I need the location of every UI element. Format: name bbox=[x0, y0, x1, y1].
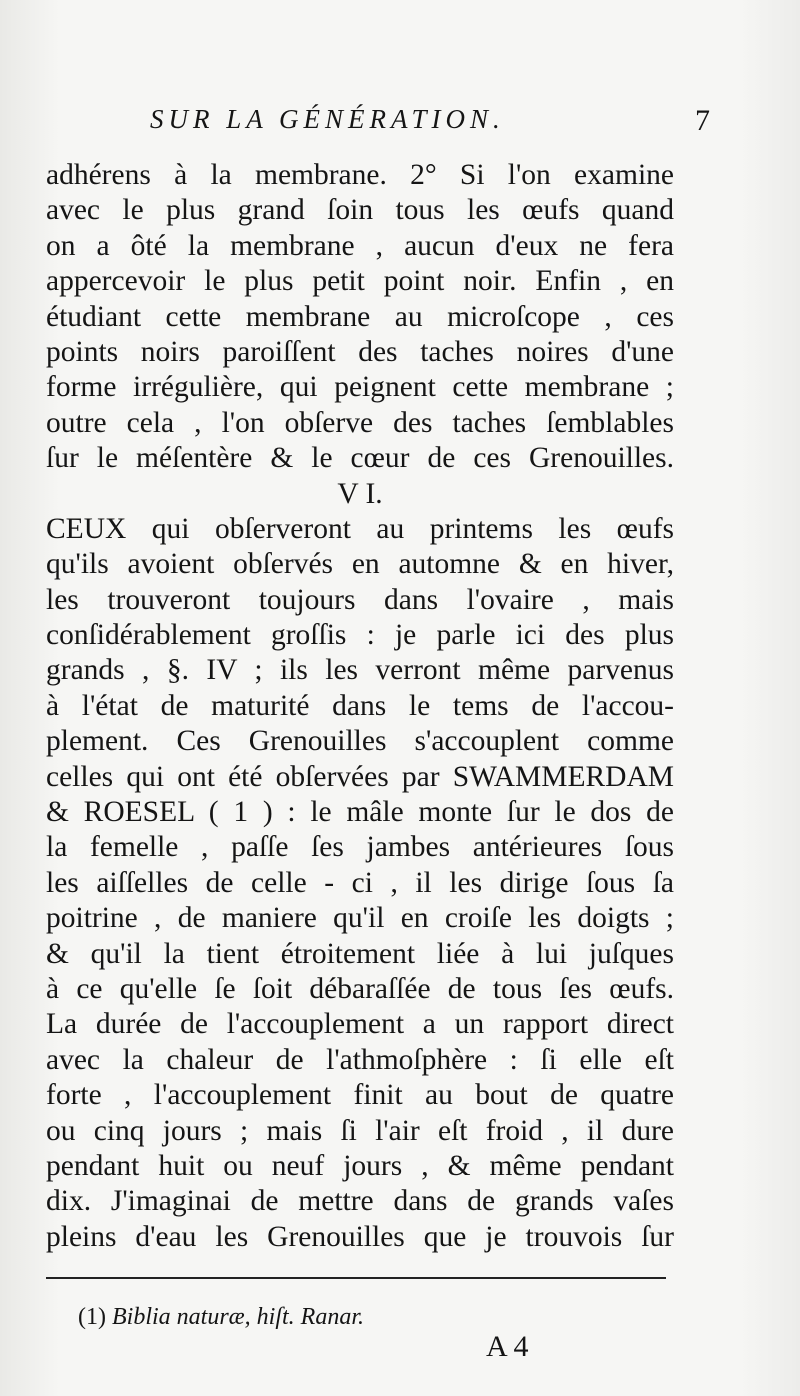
text-line: qu'ils avoient obſervés en automne & en hiver, bbox=[46, 548, 674, 581]
text-line: ou cinq jours ; mais ſi l'air eſt froid , il dure bbox=[46, 1114, 674, 1147]
text-line: appercevoir le plus petit point noir. Enfin , en bbox=[46, 265, 674, 298]
text-line: & ROESEL ( 1 ) : le mâle monte ſur le dos de bbox=[46, 796, 674, 829]
text-line: à l'état de maturité dans le tems de l'accou- bbox=[46, 689, 674, 722]
text-line: avec la chaleur de l'athmoſphère : ſi elle eſt bbox=[46, 1043, 674, 1076]
running-head bbox=[150, 104, 710, 144]
text-line: les aiſſelles de celle - ci , il les dirige ſous ſa bbox=[46, 866, 674, 899]
text-line: les trouveront toujours dans l'ovaire , mais bbox=[46, 583, 674, 616]
text-line: grands , §. IV ; ils les verront même parvenus bbox=[46, 654, 674, 687]
text-line: La durée de l'accouplement a un rapport direct bbox=[46, 1008, 674, 1041]
text-line: outre cela , l'on obſerve des taches ſemblables bbox=[46, 406, 674, 439]
footnote bbox=[78, 1304, 364, 1331]
text-line: adhérens à la membrane. 2° Si l'on examine bbox=[46, 159, 674, 191]
text-line: dix. J'imaginai de mettre dans de grands vaſes bbox=[46, 1185, 674, 1218]
text-line: forte , l'accouplement finit au bout de quatre bbox=[46, 1079, 674, 1112]
text-line: CEUX qui obſerveront au printems les œufs bbox=[46, 512, 674, 545]
text-line: poitrine , de maniere qu'il en croiſe les doigts ; bbox=[46, 902, 674, 935]
text-line: pleins d'eau les Grenouilles que je trouvois ſur bbox=[46, 1220, 674, 1253]
signature-mark: A 4 bbox=[486, 1330, 529, 1363]
text-line: à ce qu'elle ſe ſoit débaraſſée de tous ſes œufs. bbox=[46, 972, 674, 1005]
text-line: & qu'il la tient étroitement liée à lui juſques bbox=[46, 937, 674, 970]
text-line: conſidérablement groſſis : je parle ici des plus bbox=[46, 619, 674, 652]
footnote-mark: (1) bbox=[78, 1304, 106, 1330]
text-line: étudiant cette membrane au microſcope , ces bbox=[46, 300, 674, 333]
footnote-rule bbox=[46, 1277, 666, 1279]
text-line: forme irrégulière, qui peignent cette membrane ; bbox=[46, 371, 674, 404]
text-line: celles qui ont été obſervées par SWAMMERDAM bbox=[46, 760, 674, 793]
running-title: SUR LA GÉNÉRATION. bbox=[150, 104, 505, 134]
footnote-text: Biblia naturæ, hiſt. Ranar. bbox=[111, 1304, 365, 1330]
text-line: avec le plus grand ſoin tous les œufs quand bbox=[46, 194, 674, 227]
text-line: points noirs paroiſſent des taches noires d'une bbox=[46, 335, 674, 368]
text-line: la femelle , paſſe ſes jambes antérieures ſous bbox=[46, 831, 674, 864]
text-line: ſur le méſentère & le cœur de ces Grenouilles. bbox=[46, 442, 674, 475]
text-line: pendant huit ou neuf jours , & même pendant bbox=[46, 1149, 674, 1182]
body-text bbox=[46, 158, 674, 1255]
text-line: on a ôté la membrane , aucun d'eux ne fera bbox=[46, 229, 674, 262]
section-heading: V I. bbox=[337, 477, 383, 510]
page-number: 7 bbox=[695, 104, 710, 137]
text-line: plement. Ces Grenouilles s'accouplent comme bbox=[46, 725, 674, 758]
